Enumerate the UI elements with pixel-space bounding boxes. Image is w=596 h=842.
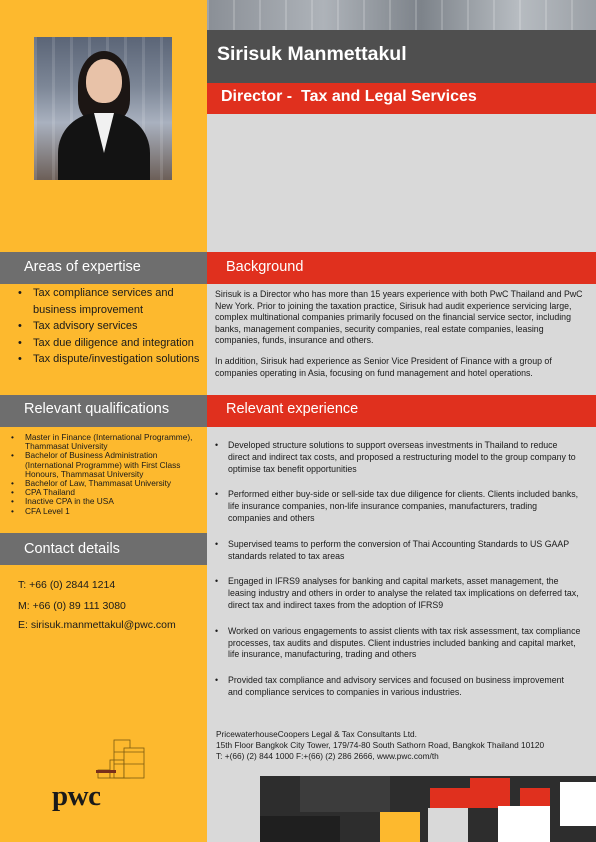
list-item: • Provided tax compliance and advisory services and focused on business improvement and compliance services to companies in various industries. [215, 675, 581, 699]
list-item: • Inactive CPA in the USA [8, 497, 207, 506]
company-address: 15th Floor Bangkok City Tower, 179/74-80 South Sathorn Road, Bangkok Thailand 10120 [216, 740, 545, 750]
company-phone-fax-web[interactable]: T: +(66) (2) 844 1000 F:+(66) (2) 286 2666, www.pwc.com/th [216, 751, 439, 761]
pwc-logo-text: pwc [52, 780, 101, 812]
list-item: • Tax dispute/investigation solutions [14, 351, 204, 368]
list-item: • Tax advisory services [14, 318, 204, 335]
list-item: • CPA Thailand [8, 488, 207, 497]
list-item: • Bachelor of Business Administration (International Programme) with First Class Honours, Thammasat University [8, 451, 207, 479]
list-item: • Bachelor of Law, Thammasat University [8, 479, 207, 488]
list-item: • Performed either buy-side or sell-side tax due diligence for clients. Clients included banks, life insurance companies, non-life insurance companies, manufacturers, trading companies and others [215, 489, 581, 524]
person-name: Sirisuk Manmettakul [217, 43, 407, 65]
qualifications-heading: Relevant qualifications [24, 401, 170, 417]
qualifications-list [8, 433, 207, 516]
person-title: Director - Tax and Legal Services [221, 88, 477, 105]
background-paragraph-1: Sirisuk is a Director who has more than 15 years experience with both PwC Thailand and PwC New York. Prior to joining the taxation practice, Sirisuk had audit experience servicing large, complex multinational companies primarily focused on the financial service sector, including banks, management companies, security companies, real estate companies, leasing companies, funds, insurance and others. [215, 289, 583, 346]
portrait-photo [34, 37, 172, 180]
list-item: • Tax due diligence and integration [14, 335, 204, 352]
list-item: • Engaged in IFRS9 analyses for banking and capital markets, asset management, the leasing industry and others in order to analyse the related tax implications on deferred tax, direct tax and indirect taxes from the adoption of IFRS9 [215, 576, 581, 611]
company-name: PricewaterhouseCoopers Legal & Tax Consultants Ltd. [216, 729, 417, 739]
header-building-image [207, 0, 596, 30]
contact-email[interactable]: E: sirisuk.manmettakul@pwc.com [18, 619, 176, 631]
list-item: • Developed structure solutions to support overseas investments in Thailand to reduce direct and indirect tax costs, and proposed a restructuring model to the group company to optimise tax benefit opportunities [215, 440, 581, 475]
list-item: • Worked on various engagements to assist clients with tax risk assessment, tax compliance processes, tax audits and disputes. Client industries included banking and capital market, life insurance, manufacturing, trading and others [215, 626, 581, 661]
list-item: • Supervised teams to perform the conversion of Thai Accounting Standards to US GAAP standards related to tax areas [215, 539, 581, 563]
expertise-list [14, 285, 204, 368]
background-heading: Background [226, 259, 304, 275]
contact-mobile[interactable]: M: +66 (0) 89 111 3080 [18, 600, 126, 612]
background-paragraph-2: In addition, Sirisuk had experience as Senior Vice President of Finance with a group of companies operating in Asia, focusing on fund management and hotel operations. [215, 356, 552, 378]
footer-decorative-blocks [260, 776, 596, 842]
list-item: • Master in Finance (International Programme), Thammasat University [8, 433, 207, 451]
list-item: • Tax compliance services and business improvement [14, 285, 204, 318]
experience-heading: Relevant experience [226, 401, 359, 417]
expertise-heading: Areas of expertise [24, 259, 141, 275]
experience-list [215, 440, 581, 699]
company-address-block [216, 729, 591, 762]
list-item: • CFA Level 1 [8, 507, 207, 516]
contact-heading: Contact details [24, 541, 120, 557]
contact-telephone: T: +66 (0) 2844 1214 [18, 579, 116, 591]
